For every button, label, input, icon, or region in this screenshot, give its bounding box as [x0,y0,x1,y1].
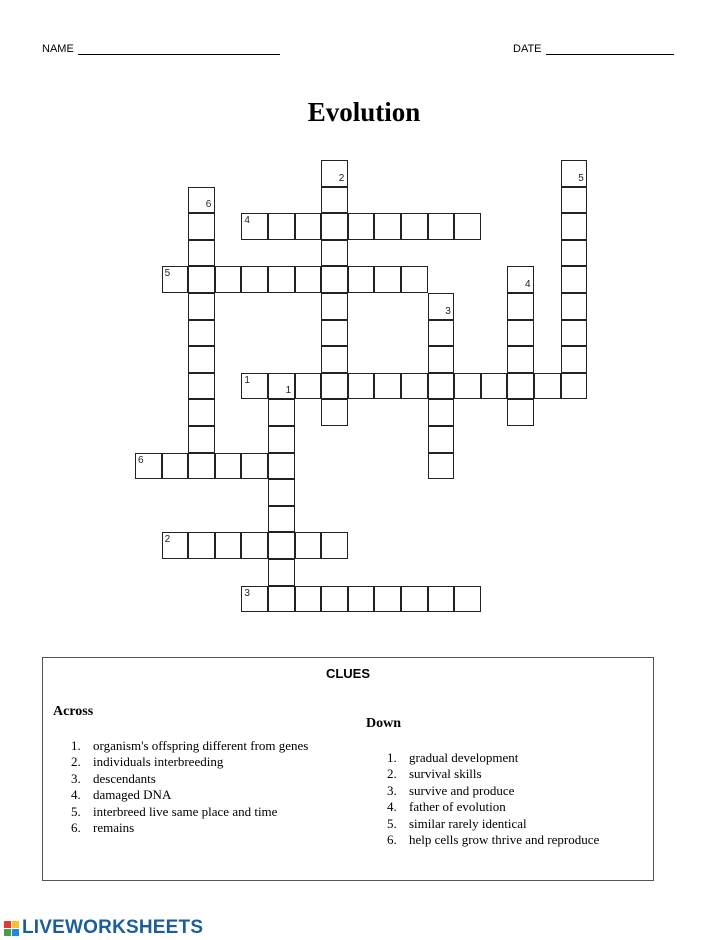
crossword-cell[interactable] [268,213,295,240]
crossword-cell[interactable] [454,213,481,240]
name-label: NAME [42,43,74,55]
crossword-cell[interactable] [321,187,348,214]
crossword-cell[interactable] [321,213,348,240]
clue-number: 4. [71,787,81,803]
clue-text: gradual development [409,750,519,765]
crossword-cell[interactable] [401,266,428,293]
crossword-cell[interactable] [268,426,295,453]
crossword-cell[interactable] [215,453,242,480]
clue-number: 2. [387,766,397,782]
clue-number: 6. [387,832,397,848]
clues-title: CLUES [325,666,371,681]
down-number-label: 1 [285,385,292,397]
crossword-cell[interactable] [241,453,268,480]
down-clue [387,816,599,832]
date-line[interactable] [546,54,674,55]
crossword-cell[interactable] [507,346,534,373]
across-number-label: 2 [164,534,171,546]
clue-number: 6. [71,820,81,836]
crossword-cell[interactable] [295,266,322,293]
crossword-cell[interactable] [374,213,401,240]
down-clue [387,832,599,848]
logo-square [12,921,19,928]
crossword-cell[interactable] [188,293,215,320]
crossword-cell[interactable] [348,266,375,293]
crossword-cell[interactable] [321,373,348,400]
across-heading: Across [53,704,94,719]
crossword-cell[interactable] [507,320,534,347]
crossword-cell[interactable] [534,373,561,400]
clue-number: 4. [387,799,397,815]
down-clue-list [387,750,599,848]
down-clue [387,783,599,799]
crossword-cell[interactable] [188,399,215,426]
crossword-cell[interactable] [241,266,268,293]
crossword-cell[interactable] [348,213,375,240]
down-number-label: 3 [445,305,451,317]
crossword-cell[interactable] [454,373,481,400]
name-field[interactable] [42,43,280,55]
across-clue [71,738,308,754]
down-number-label: 2 [338,172,345,184]
crossword-cell[interactable] [268,506,295,533]
date-field[interactable] [513,43,674,55]
across-number-label: 3 [244,587,250,599]
date-label: DATE [513,43,542,55]
clue-number: 5. [71,803,81,819]
crossword-cell[interactable] [188,213,215,240]
crossword-cell[interactable] [428,399,455,426]
crossword-cell[interactable] [321,399,348,426]
crossword-cell[interactable] [321,240,348,267]
crossword-cell[interactable] [561,213,588,240]
crossword-cell[interactable] [561,266,588,293]
clue-text: damaged DNA [93,787,172,803]
across-clue-list [71,738,308,836]
clue-text: survive and produce [409,782,515,798]
clue-text: organism's offspring different from genes [93,738,309,753]
crossword-cell[interactable] [188,320,215,347]
crossword-cell[interactable] [188,373,215,400]
crossword-cell[interactable] [188,266,215,293]
crossword-cell[interactable] [561,187,588,214]
across-number-label: 6 [138,454,144,466]
crossword-cell[interactable] [268,532,295,559]
crossword-cell[interactable] [348,373,375,400]
liveworksheets-logo [4,917,203,939]
across-clue [71,820,308,836]
crossword-cell[interactable] [374,266,401,293]
crossword-cell[interactable] [162,453,189,480]
down-number-label: 6 [205,199,212,211]
crossword-cell[interactable] [507,373,534,400]
crossword-cell[interactable] [428,426,455,453]
clue-text: survival skills [409,766,482,782]
across-clue [71,754,308,770]
across-number-label: 5 [164,268,171,280]
page-title: Evolution [307,97,421,127]
clue-number: 3. [387,782,397,798]
crossword-cell[interactable] [188,453,215,480]
clue-number: 3. [71,770,81,786]
crossword-cell[interactable] [268,559,295,586]
crossword-cell[interactable] [454,586,481,613]
crossword-cell[interactable] [215,532,242,559]
crossword-cell[interactable] [321,320,348,347]
logo-square [4,921,11,928]
crossword-cell[interactable] [428,320,455,347]
crossword-cell[interactable] [268,453,295,480]
clue-text: remains [93,820,135,836]
crossword-cell[interactable] [295,213,322,240]
crossword-cell[interactable] [481,373,508,400]
clue-text: father of evolution [409,799,506,815]
logo-icon [4,921,19,936]
crossword-cell[interactable] [295,586,322,613]
crossword-cell[interactable] [561,240,588,267]
down-clue [387,766,599,782]
clue-text: descendants [93,770,156,786]
down-clue [387,750,599,766]
crossword-cell[interactable] [321,532,348,559]
crossword-cell[interactable] [428,346,455,373]
down-heading: Down [366,716,402,731]
crossword-cell[interactable] [401,373,428,400]
crossword-cell[interactable] [268,266,295,293]
crossword-cell[interactable] [268,399,295,426]
down-clue [387,799,599,815]
crossword-cell[interactable] [428,213,455,240]
clue-number: 1. [387,750,397,765]
crossword-cell[interactable] [507,399,534,426]
clue-text: similar rarely identical [409,815,527,831]
crossword-cell[interactable] [215,266,242,293]
across-clue [71,804,308,820]
logo-square [4,929,11,936]
crossword-cell[interactable] [321,586,348,613]
crossword-cell[interactable] [348,586,375,613]
crossword-cell[interactable] [561,293,588,320]
clue-text: individuals interbreeding [93,754,224,770]
crossword-cell[interactable] [507,293,534,320]
across-clue [71,771,308,787]
across-clue [71,787,308,803]
crossword-cell[interactable] [321,346,348,373]
across-number-label: 4 [244,215,250,227]
name-line[interactable] [78,54,280,55]
clue-number: 1. [71,738,81,753]
clues-box [42,657,654,881]
crossword-cell[interactable] [428,453,455,480]
down-number-label: 4 [525,279,531,290]
crossword-cell[interactable] [428,586,455,613]
crossword-cell[interactable] [188,532,215,559]
crossword-cell[interactable] [188,240,215,267]
crossword-cell[interactable] [188,346,215,373]
down-number-label: 5 [578,172,584,184]
clue-text: help cells grow thrive and reproduce [409,832,600,848]
across-number-label: 1 [244,374,250,386]
crossword-cell[interactable] [561,373,588,400]
clue-number: 5. [387,815,397,831]
crossword-cell[interactable] [295,532,322,559]
crossword-cell[interactable] [561,320,588,347]
crossword-cell[interactable] [428,373,455,400]
crossword-cell[interactable] [561,346,588,373]
crossword-cell[interactable] [401,213,428,240]
crossword-cell[interactable] [374,373,401,400]
clue-number: 2. [71,754,81,770]
crossword-cell[interactable] [268,479,295,506]
crossword-cell[interactable] [241,532,268,559]
crossword-cell[interactable] [374,586,401,613]
logo-square [12,929,19,936]
crossword-cell[interactable] [295,373,322,400]
crossword-cell[interactable] [401,586,428,613]
crossword-cell[interactable] [188,426,215,453]
crossword-cell[interactable] [268,586,295,613]
clue-text: interbreed live same place and time [93,803,278,819]
logo-text: LIVEWORKSHEETS [22,917,204,938]
crossword-cell[interactable] [321,293,348,320]
crossword-cell[interactable] [321,266,348,293]
